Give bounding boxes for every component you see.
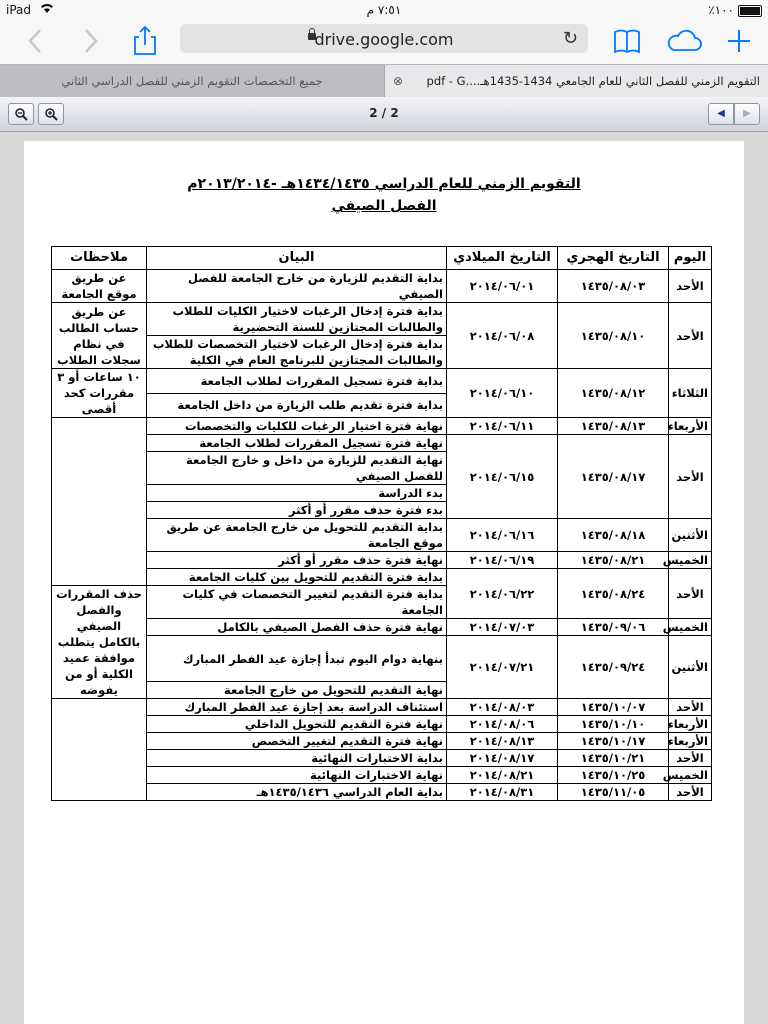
forward-button[interactable]: [76, 26, 106, 56]
pdf-page: [24, 141, 744, 1024]
cell-statement: بداية الاختبارات النهائية: [147, 750, 447, 767]
tab-title: التقويم الزمني للفصل الثاني للعام الجامعي 1434-1435هـ....pdf - G: [426, 74, 760, 88]
table-row: [52, 369, 712, 394]
cell-hijri: ١٤٣٥/٠٨/٠٣: [558, 270, 669, 303]
header-gregorian: التاريخ الميلادي: [447, 247, 558, 270]
table-row: [52, 552, 712, 569]
battery-percent: ٪١٠٠: [708, 3, 734, 17]
table-row: [52, 519, 712, 552]
table-row: [52, 270, 712, 303]
cell-day: الأحد: [669, 569, 712, 619]
cell-hijri: ١٤٣٥/٠٨/١٣: [558, 418, 669, 435]
table-row: [52, 716, 712, 733]
cell-notes: عن طريق موقع الجامعة: [52, 270, 147, 303]
cell-statement: بداية فترة إدخال الرغبات لاختيار الكليات للطلاب والطالبات المجتازين للسنة التحضيرية: [147, 303, 447, 336]
table-row: [52, 767, 712, 784]
cell-hijri: ١٤٣٥/١٠/٢١: [558, 750, 669, 767]
table-row: [52, 733, 712, 750]
table-body: [52, 270, 712, 801]
cell-gregorian: ٢٠١٤/٠٨/٢١: [447, 767, 558, 784]
clock: ٧:٥١ م: [366, 3, 402, 17]
device-label: iPad: [6, 3, 32, 17]
cell-notes: [52, 418, 147, 586]
cell-statement: نهاية فترة التقديم لتغيير التخصص: [147, 733, 447, 750]
cell-statement: نهاية فترة التقديم للتحويل الداخلي: [147, 716, 447, 733]
cell-statement: استئناف الدراسة بعد إجازة عيد الفطر المبارك: [147, 699, 447, 716]
header-hijri: التاريخ الهجري: [558, 247, 669, 270]
tab-title: جميع التخصصات التقويم الزمني للفصل الدراسي الثاني: [61, 74, 323, 88]
cell-day: الأحد: [669, 784, 712, 801]
cell-notes: حذف المقررات والفصل الصيفي بالكامل يتطلب موافقة عميد الكلية أو من يفوضه: [52, 586, 147, 699]
cell-notes: [52, 699, 147, 801]
cell-statement: بداية التقديم للزيارة من خارج الجامعة للفصل الصيفي: [147, 270, 447, 303]
battery-icon: [738, 5, 762, 17]
cell-day: الأربعاء: [669, 418, 712, 435]
cell-gregorian: ٢٠١٤/٠٧/٢١: [447, 636, 558, 699]
cell-day: الثلاثاء: [669, 369, 712, 418]
cell-gregorian: ٢٠١٤/٠٦/١٩: [447, 552, 558, 569]
cell-statement: بدء الدراسة: [147, 485, 447, 502]
title-line-1: التقويم الزمني للعام الدراسي ١٤٣٤/١٤٣٥هـ -٢٠١٣/٢٠١٤م: [187, 176, 581, 192]
cell-day: الأربعاء: [669, 716, 712, 733]
cell-hijri: ١٤٣٥/١٠/١٠: [558, 716, 669, 733]
table-row: [52, 303, 712, 336]
cell-statement: نهاية فترة حذف مقرر أو أكثر: [147, 552, 447, 569]
cell-statement: بداية فترة تسجيل المقررات لطلاب الجامعة: [147, 369, 447, 394]
plus-icon: [722, 24, 756, 58]
cell-statement: بداية فترة تقديم طلب الزيارة من داخل الجامعة: [147, 393, 447, 418]
triangle-left-icon: ◀: [717, 108, 725, 119]
cell-day: الأحد: [669, 270, 712, 303]
cell-statement: بداية فترة التقديم للتحويل بين كليات الجامعة: [147, 569, 447, 586]
cell-hijri: ١٤٣٥/٠٨/١٠: [558, 303, 669, 369]
header-day: اليوم: [669, 247, 712, 270]
cell-hijri: ١٤٣٥/١٠/٠٧: [558, 699, 669, 716]
cell-day: الأحد: [669, 699, 712, 716]
table-row: [52, 784, 712, 801]
cell-day: الأربعاء: [669, 733, 712, 750]
cell-hijri: ١٤٣٥/٠٨/١٨: [558, 519, 669, 552]
cell-statement: بداية التقديم للتحويل من خارج الجامعة عن طريق موقع الجامعة: [147, 519, 447, 552]
cell-statement: نهاية التقديم للتحويل من خارج الجامعة: [147, 682, 447, 699]
next-page-button[interactable]: [734, 103, 760, 125]
cell-hijri: ١٤٣٥/٠٨/١٧: [558, 435, 669, 519]
cell-statement: بنهاية دوام اليوم تبدأ إجازة عيد الفطر المبارك: [147, 636, 447, 682]
prev-page-button[interactable]: [708, 103, 734, 125]
cell-gregorian: ٢٠١٤/٠٦/٢٢: [447, 569, 558, 619]
triangle-right-icon: ▶: [743, 108, 751, 119]
cell-statement: بداية فترة إدخال الرغبات لاختيار التخصصات للطلاب والطالبات المجتازين للبرنامج العام في الكلية: [147, 336, 447, 369]
cell-notes: عن طريق حساب الطالب في نظام سجلات الطلاب: [52, 303, 147, 369]
back-button[interactable]: [20, 26, 50, 56]
cell-statement: نهاية الاختبارات النهائية: [147, 767, 447, 784]
cell-gregorian: ٢٠١٤/٠٨/١٧: [447, 750, 558, 767]
cell-statement: نهاية التقديم للزيارة من داخل و خارج الجامعة للفصل الصيفي: [147, 452, 447, 485]
cell-gregorian: ٢٠١٤/٠٦/١١: [447, 418, 558, 435]
header-statement: البيان: [147, 247, 447, 270]
address-bar[interactable]: [180, 24, 588, 53]
table-header-row: [52, 247, 712, 270]
icloud-tabs-button[interactable]: [664, 24, 704, 58]
url-text: drive.google.com: [314, 30, 454, 49]
cell-gregorian: ٢٠١٤/٠٦/٠٨: [447, 303, 558, 369]
cell-hijri: ١٤٣٥/٠٨/٢٤: [558, 569, 669, 619]
table-row: [52, 699, 712, 716]
calendar-table: [51, 246, 712, 801]
cell-gregorian: ٢٠١٤/٠٨/٣١: [447, 784, 558, 801]
table-row: [52, 750, 712, 767]
book-icon: [610, 24, 644, 58]
cell-statement: بدء فترة حذف مقرر أو أكثر: [147, 502, 447, 519]
cell-gregorian: ٢٠١٤/٠٨/٠٣: [447, 699, 558, 716]
cell-day: الأثنين: [669, 519, 712, 552]
share-icon: [128, 24, 162, 58]
pdf-viewer-toolbar: [0, 97, 768, 132]
table-row: [52, 619, 712, 636]
cell-day: الأحد: [669, 303, 712, 369]
page-indicator: 2 / 2: [369, 106, 399, 120]
cell-statement: نهاية فترة حذف الفصل الصيفي بالكامل: [147, 619, 447, 636]
table-row: [52, 418, 712, 435]
status-bar: [0, 0, 768, 20]
chevron-left-icon: [25, 26, 45, 56]
share-button[interactable]: [128, 24, 162, 58]
cell-hijri: ١٤٣٥/٠٩/٢٤: [558, 636, 669, 699]
document-title: [24, 173, 744, 217]
cell-gregorian: ٢٠١٤/٠٨/١٣: [447, 733, 558, 750]
chevron-right-icon: [81, 26, 101, 56]
cell-day: الخميس: [669, 619, 712, 636]
cell-gregorian: ٢٠١٤/٠٦/١٦: [447, 519, 558, 552]
cell-notes: ١٠ ساعات أو ٣ مقررات كحد أقصى: [52, 369, 147, 418]
bookmarks-button[interactable]: [610, 24, 644, 58]
tab-active[interactable]: [385, 65, 768, 97]
cell-gregorian: ٢٠١٤/٠٧/٠٣: [447, 619, 558, 636]
cell-day: الأحد: [669, 435, 712, 519]
cell-statement: نهاية فترة تسجيل المقررات لطلاب الجامعة: [147, 435, 447, 452]
reload-icon[interactable]: ↻: [562, 28, 578, 49]
cell-statement: بداية فترة التقديم لتغيير التخصصات في كليات الجامعة: [147, 586, 447, 619]
table-row: [52, 435, 712, 452]
cell-hijri: ١٤٣٥/٠٩/٠٦: [558, 619, 669, 636]
cell-gregorian: ٢٠١٤/٠٦/١٠: [447, 369, 558, 418]
new-tab-button[interactable]: [722, 24, 756, 58]
cell-hijri: ١٤٣٥/٠٨/٢١: [558, 552, 669, 569]
header-notes: ملاحظات: [52, 247, 147, 270]
cell-day: الخميس: [669, 767, 712, 784]
cell-day: الأحد: [669, 750, 712, 767]
cell-statement: نهاية فترة اختيار الرغبات للكليات والتخصصات: [147, 418, 447, 435]
icloud-tabs-icon: [664, 24, 704, 58]
title-line-2: الفصل الصيفي: [331, 198, 437, 214]
cell-day: الأثنين: [669, 636, 712, 699]
cell-day: الخميس: [669, 552, 712, 569]
cell-hijri: ١٤٣٥/٠٨/١٢: [558, 369, 669, 418]
cell-hijri: ١٤٣٥/١٠/١٧: [558, 733, 669, 750]
cell-hijri: ١٤٣٥/١٠/٢٥: [558, 767, 669, 784]
cell-statement: بداية العام الدراسي ١٤٣٥/١٤٣٦هـ: [147, 784, 447, 801]
table-row: [52, 636, 712, 682]
tab-inactive[interactable]: [0, 65, 385, 97]
cell-gregorian: ٢٠١٤/٠٦/١٥: [447, 435, 558, 519]
tab-bar: [0, 64, 768, 98]
cell-hijri: ١٤٣٥/١١/٠٥: [558, 784, 669, 801]
table-row: [52, 569, 712, 586]
browser-toolbar: [0, 20, 768, 64]
cell-gregorian: ٢٠١٤/٠٦/٠١: [447, 270, 558, 303]
close-tab-icon[interactable]: ⊗: [393, 74, 404, 88]
cell-gregorian: ٢٠١٤/٠٨/٠٦: [447, 716, 558, 733]
